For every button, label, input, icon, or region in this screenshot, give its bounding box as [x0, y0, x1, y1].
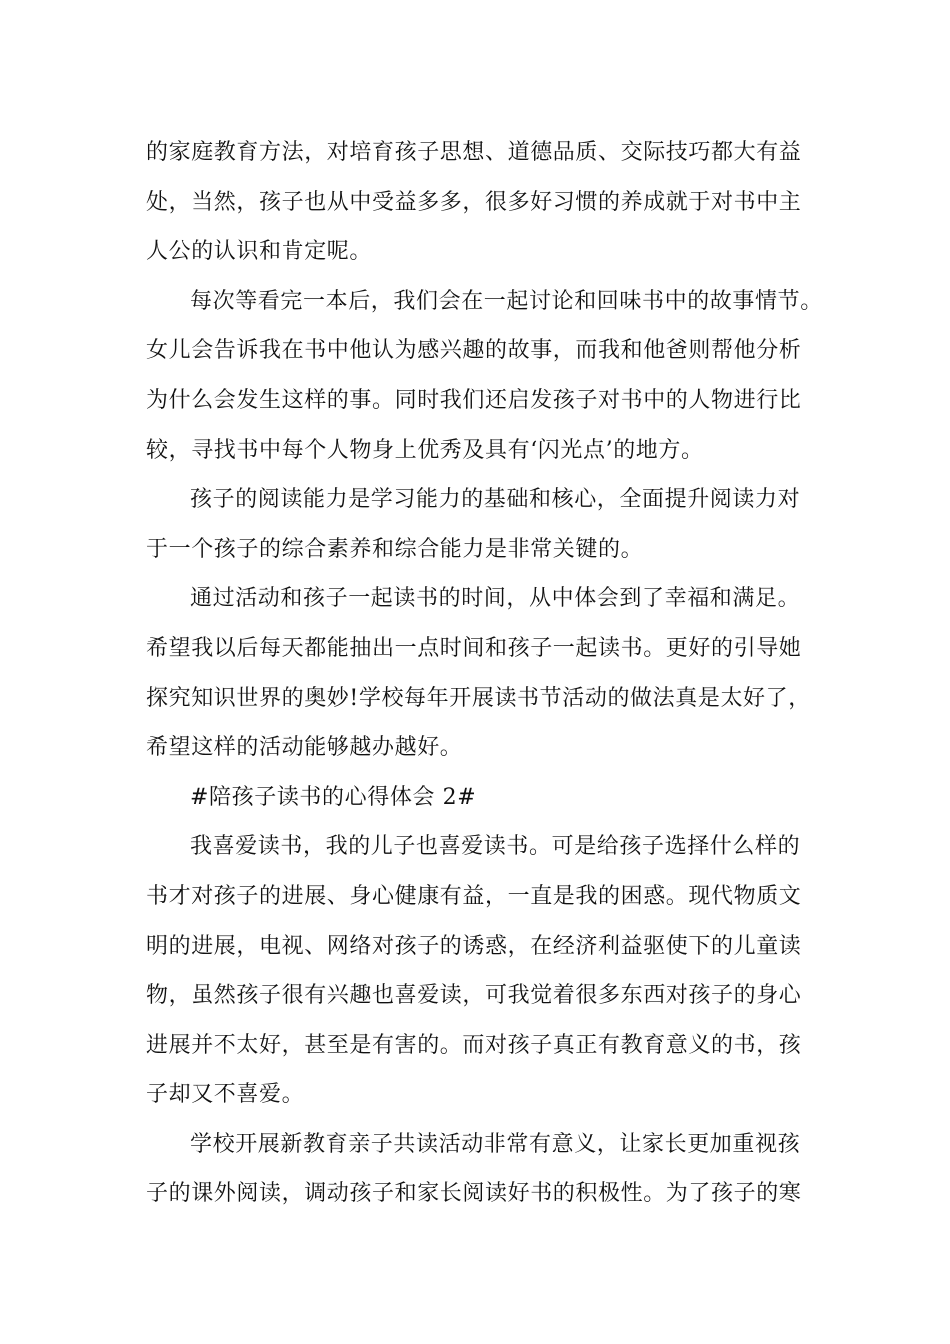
text-line: 于一个孩子的综合素养和综合能力是非常关键的。	[146, 536, 644, 562]
paragraph	[146, 128, 816, 277]
text-line: 探究知识世界的奥妙!学校每年开展读书节活动的做法真是太好了，	[146, 685, 811, 711]
text-line: 进展并不太好，甚至是有害的。而对孩子真正有教育意义的书，孩	[146, 1032, 802, 1058]
text-line: 书才对孩子的进展、身心健康有益，一直是我的困惑。现代物质文	[146, 883, 802, 909]
text-line: 每次等看完一本后，我们会在一起讨论和回味书中的故事情节。	[190, 288, 823, 314]
text-line: 较，寻找书中每个人物身上优秀及具有‘闪光点’的地方。	[146, 437, 704, 463]
text-line: 希望这样的活动能够越办越好。	[146, 735, 463, 761]
text-line: 学校开展新教育亲子共读活动非常有意义，让家长更加重视孩	[190, 1131, 801, 1157]
document-body	[146, 128, 823, 1219]
text-line: 明的进展，电视、网络对孩子的诱惑，在经济利益驱使下的儿童读	[146, 933, 802, 959]
text-line: 女儿会告诉我在书中他认为感兴趣的故事，而我和他爸则帮他分析	[146, 338, 802, 364]
text-line: #陪孩子读书的心得体会 2#	[190, 784, 477, 810]
text-line: 为什么会发生这样的事。同时我们还启发孩子对书中的人物进行比	[146, 387, 802, 413]
paragraph	[146, 574, 816, 772]
text-line: 人公的认识和肯定呢。	[146, 239, 373, 265]
text-line: 希望我以后每天都能抽出一点时间和孩子一起读书。更好的引导她	[146, 635, 802, 661]
paragraph	[146, 475, 816, 574]
text-line: 通过活动和孩子一起读书的时间，从中体会到了幸福和满足。	[190, 586, 801, 612]
paragraph	[146, 277, 823, 475]
text-line: 我喜爱读书，我的儿子也喜爱读书。可是给孩子选择什么样的	[190, 834, 801, 860]
text-line: 的家庭教育方法，对培育孩子思想、道德品质、交际技巧都大有益	[146, 140, 802, 165]
text-line: 物，虽然孩子很有兴趣也喜爱读，可我觉着很多东西对孩子的身心	[146, 983, 802, 1009]
section-heading	[146, 773, 816, 823]
paragraph	[146, 822, 816, 1120]
text-line: 子的课外阅读，调动孩子和家长阅读好书的积极性。为了孩子的寒	[146, 1181, 802, 1207]
text-line: 子却又不喜爱。	[146, 1082, 305, 1108]
text-line: 处，当然，孩子也从中受益多多，很多好习惯的养成就于对书中主	[146, 189, 802, 215]
text-line: 孩子的阅读能力是学习能力的基础和核心，全面提升阅读力对	[190, 487, 801, 513]
paragraph	[146, 1120, 816, 1219]
